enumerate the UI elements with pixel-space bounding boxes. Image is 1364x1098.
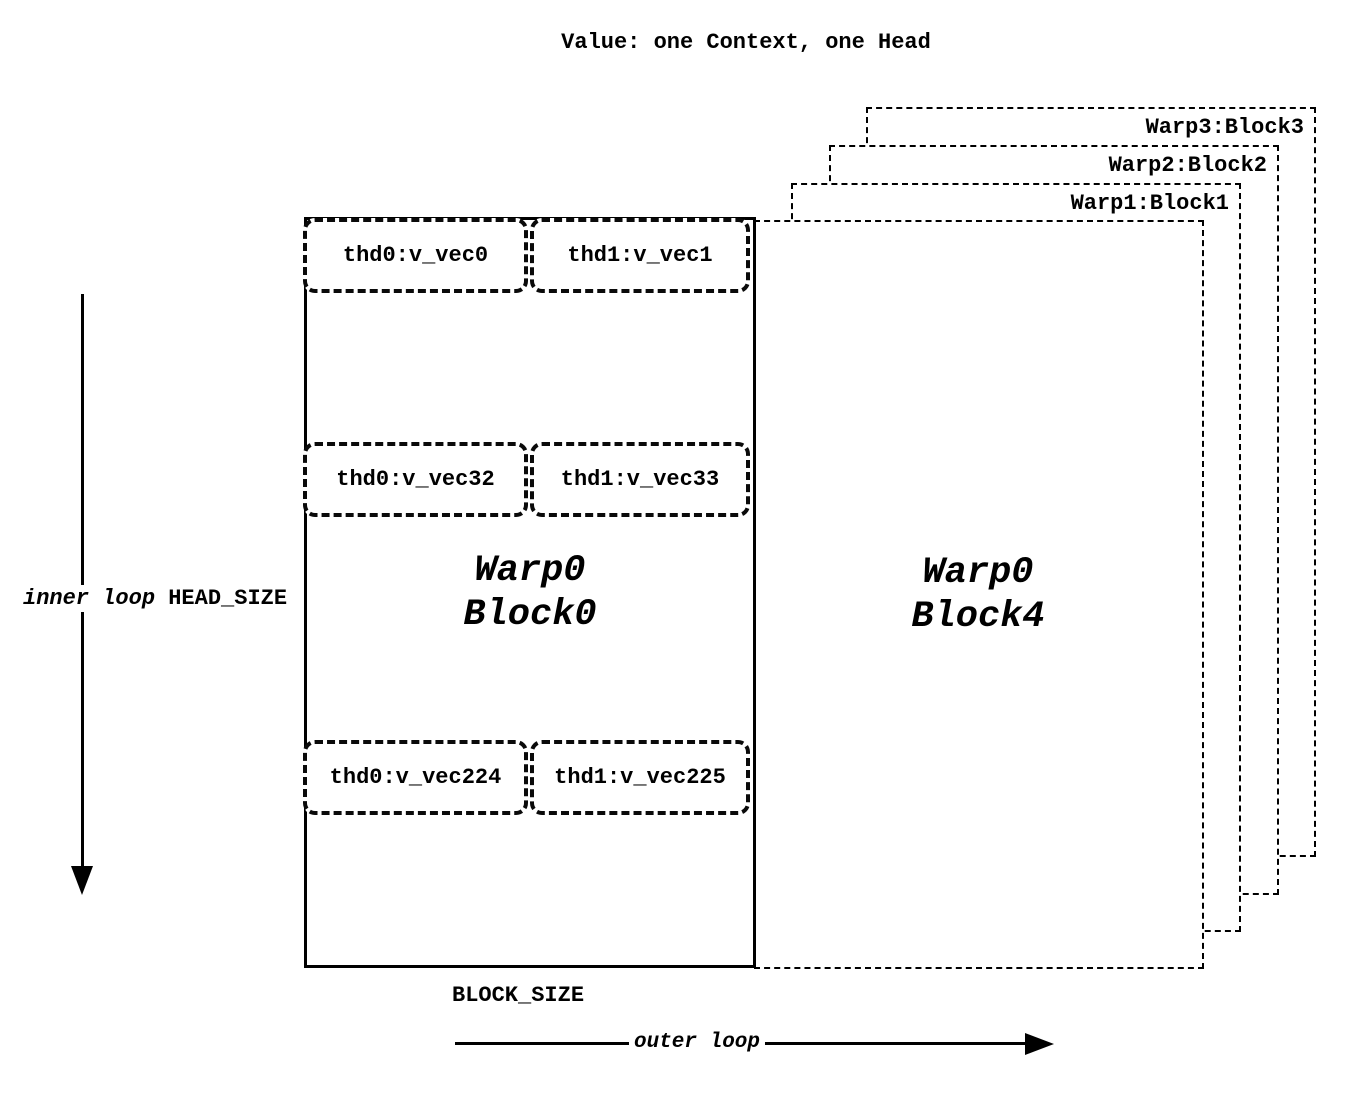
inner-loop-axis-label: [20, 585, 290, 612]
block-size-label: BLOCK_SIZE: [452, 983, 585, 1008]
inner-loop-arrow-line: [81, 294, 84, 868]
warp0-block0-label: [463, 549, 596, 637]
head-size-text: HEAD_SIZE: [168, 586, 288, 611]
outer-loop-axis-label: outer loop: [629, 1031, 765, 1054]
warp2-block2-label: Warp2:Block2: [1108, 153, 1267, 178]
warp0-block4-box: [754, 220, 1204, 969]
warp3-block3-label: Warp3:Block3: [1145, 115, 1304, 140]
outer-loop-arrowhead-icon: [1025, 1033, 1054, 1055]
warp0-block4-label-line2: Block4: [911, 595, 1045, 638]
thd1-v-vec1-cell: thd1:v_vec1: [530, 218, 750, 293]
warp0-block4-label-line1: Warp0: [922, 551, 1034, 594]
diagram-title: Value: one Context, one Head: [561, 30, 931, 55]
warp0-block0-box: [304, 217, 756, 968]
inner-loop-arrowhead-icon: [71, 866, 93, 895]
warp1-block1-label: Warp1:Block1: [1070, 191, 1229, 216]
thd0-v-vec0-cell: thd0:v_vec0: [303, 218, 528, 293]
warp0-block4-label: [911, 551, 1044, 639]
thd1-v-vec33-cell: thd1:v_vec33: [530, 442, 750, 517]
warp0-block0-label-line2: Block0: [463, 593, 597, 636]
inner-loop-text: inner loop: [23, 586, 156, 611]
thd1-v-vec225-cell: thd1:v_vec225: [530, 740, 750, 815]
warp0-block0-label-line1: Warp0: [474, 549, 586, 592]
thd0-v-vec32-cell: thd0:v_vec32: [303, 442, 528, 517]
thd0-v-vec224-cell: thd0:v_vec224: [303, 740, 528, 815]
